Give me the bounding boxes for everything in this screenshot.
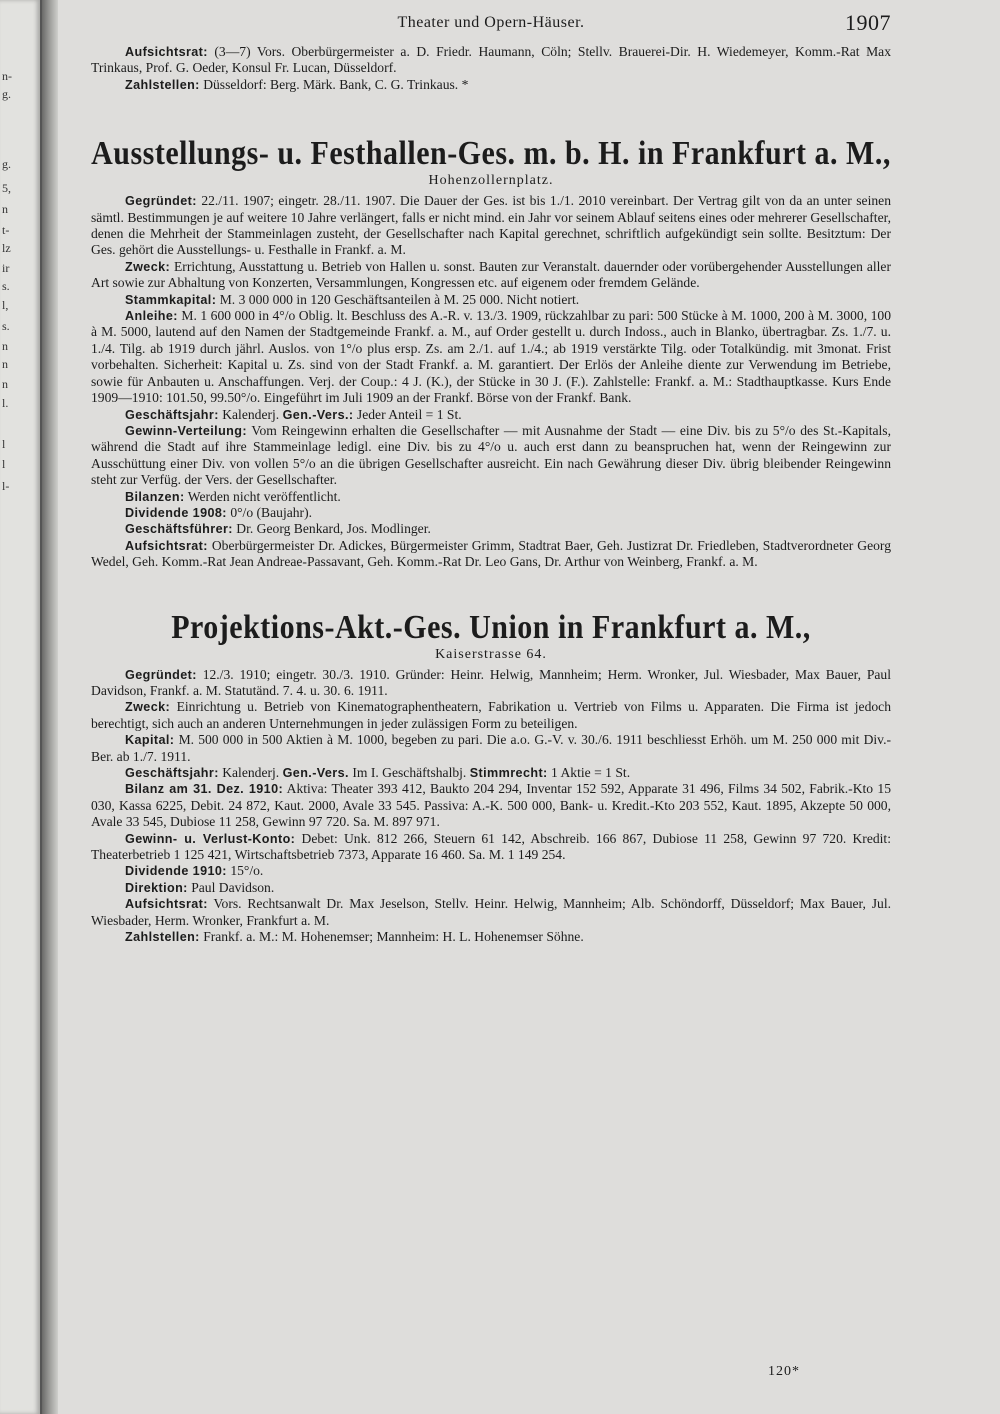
margin-fragment: l — [2, 457, 6, 471]
entry-text: 15°/o. — [230, 863, 264, 879]
entry-text: 1 Aktie = 1 St. — [551, 765, 631, 780]
margin-fragment: n — [2, 377, 8, 391]
margin-fragment: t- — [2, 223, 10, 237]
entry-label: Stimmrecht: — [469, 766, 548, 780]
entry-paragraph — [91, 521, 891, 537]
margin-fragment: g. — [2, 157, 11, 171]
entry-paragraph — [91, 259, 891, 292]
book-gutter — [42, 0, 58, 1414]
entry-text: Werden nicht veröffentlicht. — [187, 488, 341, 504]
entry-label: Bilanz am 31. Dez. 1910: — [125, 782, 284, 797]
entry-paragraph — [91, 538, 891, 571]
entry-label: Geschäftsjahr: — [125, 407, 219, 422]
entry-paragraph — [91, 292, 891, 308]
company-address: Kaiserstrasse 64. — [435, 646, 547, 662]
entry-text: Paul Davidson. — [191, 879, 275, 895]
entry-text: Oberbürgermeister Dr. Adickes, Bürgermeister Grimm, Stadtrat Baer, Geh. Justizrat Dr. Friedleben, Stadtverordneter Georg Wedel, Geh. Komm.-Rat Jean Andreae-Passavant, Geh. Komm.-Rat Dr. Leo Gans, Dr. Arthur von Weinberg, Frankf. a. M. — [91, 537, 891, 570]
margin-fragment: g. — [2, 87, 11, 101]
page-content — [91, 10, 891, 945]
entry-paragraph — [91, 505, 891, 521]
prev-entry-paragraph — [91, 77, 891, 93]
entry-text: Aktiva: Theater 393 412, Baukto 204 294, Inventar 152 592, Apparate 31 496, Films 34 502, Fabrik.-Kto 15 030, Kassa 6225, Debit. 24 872, Kaut. 2000, Avale 33 545. Passiva: A.-K. 500 000, Bank- u. Kredit.-Kto 203 552, Kaut. 1895, Akzepte 50 000, Avale 33 545, Dubiose 11 258, Gewinn 97 720. Sa. M. 897 971. — [91, 781, 891, 830]
entry-text: Kalenderj. — [222, 765, 280, 780]
entry-text: M. 3 000 000 in 120 Geschäftsanteilen à M. 25 000. Nicht notiert. — [219, 291, 580, 307]
entry-paragraph — [91, 880, 891, 896]
entry-label: Dividende 1908: — [125, 505, 227, 520]
entry-text: Einrichtung u. Betrieb von Kinematographentheatern, Fabrikation u. Vertrieb von Films u. Apparaten. Die Firma ist jedoch berechtigt, sich auch an anderen Unternehmungen in jeder zulässigen Form zu beteiligen. — [91, 699, 891, 731]
entry-label: Zahlstellen: — [125, 930, 200, 945]
entry-text: Debet: Unk. 812 266, Steuern 61 142, Abschreib. 166 867, Dubiose 11 258, Gewinn 97 720. Kredit: Theaterbetrieb 1 125 421, Wirtschaftsbetrieb 7373, Apparate 16 460. Sa. M. 1 149 254. — [91, 830, 891, 863]
entry-text: Jeder Anteil = 1 St. — [356, 406, 462, 422]
margin-fragment: lz — [2, 241, 11, 255]
entry-paragraph — [91, 863, 891, 879]
entry-text: 0°/o (Baujahr). — [230, 504, 313, 520]
entry-label: Geschäftsjahr: — [125, 766, 219, 780]
running-head-title: Theater und Opern-Häuser. — [397, 14, 585, 31]
margin-fragment: s. — [2, 279, 10, 293]
margin-fragment: n — [2, 339, 8, 353]
entry-label: Geschäftsführer: — [125, 522, 233, 537]
entry-label: Anleihe: — [125, 309, 178, 324]
margin-fragment: n- — [2, 69, 12, 83]
entry-text: Kalenderj. — [222, 406, 280, 422]
prev-entry-paragraph — [91, 44, 891, 77]
entry-label: Gegründet: — [125, 667, 197, 682]
entry-label: Aufsichtsrat: — [125, 538, 208, 553]
entry-label: Aufsichtsrat: — [125, 897, 208, 912]
entry-label: Gewinn-Verteilung: — [125, 423, 247, 438]
company-heading: Projektions-Akt.-Ges. Union in Frankfurt a. M., — [171, 608, 811, 646]
entry-paragraph — [91, 732, 891, 765]
entry-paragraph — [91, 765, 891, 781]
entry-text: Errichtung, Ausstattung u. Betrieb von Hallen u. sonst. Bauten zur Veranstalt. dauernder oder vorübergehender Ausstellungen aller Art sowie zur Abhaltung von Konzerten, Versammlungen, Kongressen etc. auf eigenem oder fremdem Gelände. — [91, 258, 891, 291]
entry-text: Frankf. a. M.: M. Hohenemser; Mannheim: H. L. Hohenemser Söhne. — [203, 929, 584, 945]
entry-paragraph — [91, 489, 891, 505]
entry-paragraph — [91, 667, 891, 700]
entry-text: Vors. Rechtsanwalt Dr. Max Jeselson, Stellv. Heinr. Helwig, Mannheim; Alb. Schöndorff, Düsseldorf; Max Bauer, Jul. Wiesbader, Herm. Wronker, Frankfurt a. M. — [91, 896, 891, 928]
margin-fragment: l, — [2, 298, 9, 312]
entry-paragraph — [91, 781, 891, 830]
margin-fragment: l- — [2, 479, 10, 493]
entry-label: Bilanzen: — [125, 489, 185, 504]
entry-paragraph — [91, 193, 891, 259]
margin-fragment: n — [2, 357, 8, 371]
entry-paragraph — [91, 929, 891, 945]
entry-text: Vom Reingewinn erhalten die Gesellschafter — mit Ausnahme der Stadt — eine Div. bis zu 5°/o des St.-Kapitals, während die Stadt auf ihre Stammeinlage ledigl. eine Div. bis zu 4°/o u. auch erst dann zu beanspruchen hat, wenn der Reingewinn zur Ausschüttung einer Div. von vollen 5°/o an die übrigen Gesellschafter ausreicht. Ein nach Gewährung dieser Div. übrig bleibender Reingewinn steht zur Verfüg. der Vers. der Gesellschafter. — [91, 422, 891, 488]
entry-text: Düsseldorf: Berg. Märk. Bank, C. G. Trinkaus. * — [203, 76, 469, 92]
book-page — [58, 0, 1000, 1414]
entry-label: Zweck: — [125, 700, 171, 715]
margin-fragment: n — [2, 202, 8, 216]
entry-text: M. 1 600 000 in 4°/o Oblig. lt. Beschluss des A.-R. v. 13./3. 1909, rückzahlbar zu pari: 500 Stücke à M. 1000, 200 à M. 3000, 100 à M. 5000, lautend auf den Namen der Stadtgemeinde Frankf. a. M., auf Order gestellt u. durch Indoss., auch in Blanko, übertragbar. Zs. 1./7. u. 1./4. Tilg. ab 1919 durch jährl. Auslos. von 1°/o plus ersp. Zs. am 2./1. auf 1./4.; ab 1919 verstärkte Tilg. oder Totalkündig. mit 3monat. Frist vorbehalten. Sicherheit: Kapital u. Zs. sind von der Stadt Frankf. a. M. garantiert. Der Erlös der Anleihe diente zur Verwendung im Betriebe, sowie für Anbauten u. Anschaffungen. Verj. der Coup.: 4 J. (K.), der Stücke in 30 J. (F.). Zahlstelle: Frankf. a. M.: Stadthauptkasse. Kurs Ende 1909—1910: 101.50, 99.50°/o. Eingeführt im Juli 1909 an der Frankf. Börse von der Frankf. Bank. — [91, 308, 891, 406]
margin-fragment: l. — [2, 396, 9, 410]
margin-fragment: s. — [2, 319, 10, 333]
entry-text: Im I. Geschäftshalbj. — [352, 765, 467, 780]
margin-fragment: ir — [2, 261, 10, 275]
entry-text: M. 500 000 in 500 Aktien à M. 1000, begeben zu pari. Die a.o. G.-V. v. 30./6. 1911 beschliesst Erhöh. um M. 250 000 mit Div.-Ber. ab 1./7. 1911. — [91, 732, 891, 764]
company-address: Hohenzollernplatz. — [428, 173, 554, 189]
entry-label: Gegründet: — [125, 194, 197, 209]
entry-paragraph — [91, 423, 891, 489]
entry-paragraph — [91, 407, 891, 423]
adjacent-page-edge — [0, 0, 42, 1414]
entry-label: Zahlstellen: — [125, 77, 200, 92]
margin-fragment: l — [2, 437, 6, 451]
page-number: 1907 — [845, 10, 891, 35]
entry-label: Direktion: — [125, 880, 188, 895]
entry-label: Gewinn- u. Verlust-Konto: — [125, 831, 296, 846]
entry-text: 12./3. 1910; eingetr. 30./3. 1910. Gründer: Heinr. Helwig, Mannheim; Herm. Wronker, Jul. Wiesbader, Max Bauer, Paul Davidson, Frankf. a. M. Statutänd. 7. 4. u. 30. 6. 1911. — [91, 666, 891, 698]
running-header — [91, 10, 891, 44]
entry-paragraph — [91, 896, 891, 929]
entry-label: Gen.-Vers.: — [282, 407, 354, 422]
entry-label: Gen.-Vers. — [282, 766, 349, 780]
entry-paragraph — [91, 308, 891, 406]
entry-label: Dividende 1910: — [125, 864, 227, 879]
entry-label: Aufsichtsrat: — [125, 45, 208, 59]
entry-label: Kapital: — [125, 733, 175, 748]
footer-number: 120* — [768, 1364, 800, 1379]
entry-paragraph — [91, 831, 891, 864]
entry-paragraph — [91, 699, 891, 732]
company-heading: Ausstellungs- u. Festhallen-Ges. m. b. H. in Frankfurt a. M., — [91, 135, 891, 173]
entry-text: (3—7) Vors. Oberbürgermeister a. D. Friedr. Haumann, Cöln; Stellv. Brauerei-Dir. H. Wiedemeyer, Komm.-Rat Max Trinkaus, Prof. G. Oeder, Konsul Fr. Lucan, Düsseldorf. — [91, 44, 891, 76]
margin-fragment: 5, — [2, 181, 11, 195]
entry-label: Stammkapital: — [125, 292, 217, 307]
entry-label: Zweck: — [125, 259, 171, 274]
entry-text: Dr. Georg Benkard, Jos. Modlinger. — [236, 521, 431, 537]
entry-text: 22./11. 1907; eingetr. 28./11. 1907. Die Dauer der Ges. ist bis 1./1. 2010 vereinbart. Der Vertrag gilt von da an unter seinen sämtl. Bestimmungen je auf weitere 10 Jahre verlängert, falls er nicht mind. ein Jahr vor seinem Ablauf seitens eines oder mehrerer Gesellschafter, denen die Mehrheit der Stammeinlagen zusteht, der Gesellschafter nach Kapital gerechnet, schriftlich aufgekündigt sein sollte. Besitztum: Der Ges. gehört die Ausstellungs- u. Festhalle in Frankf. a. M. — [91, 193, 891, 258]
